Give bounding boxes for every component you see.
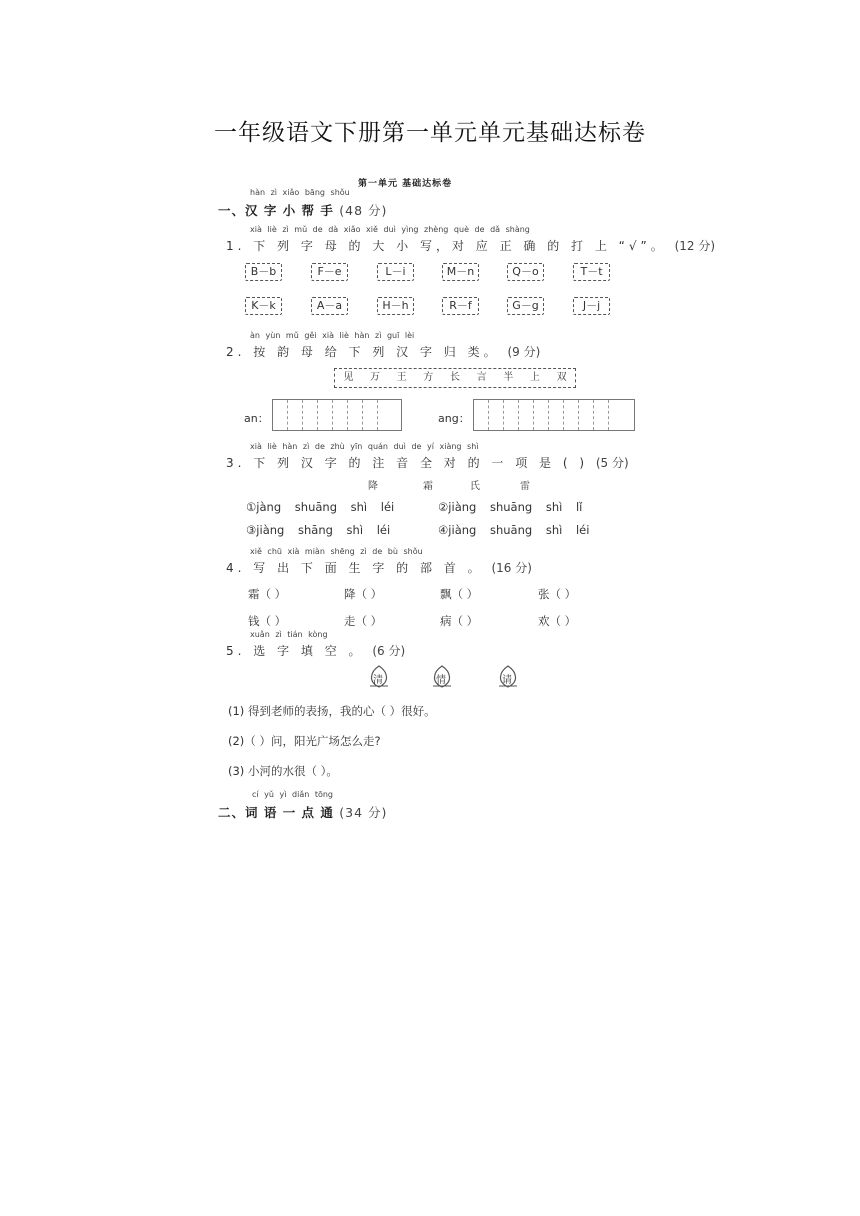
radical-item[interactable]: 张（ ） bbox=[538, 587, 577, 601]
letter-pair-box[interactable]: G－g bbox=[507, 297, 544, 315]
section2-label: 二、词 语 一 点 通 bbox=[218, 805, 334, 820]
choice-leaf[interactable] bbox=[495, 664, 521, 690]
q3-char: 雷 bbox=[520, 481, 531, 492]
choice-leaf[interactable] bbox=[429, 664, 455, 690]
letter-pair-box[interactable]: A－a bbox=[311, 297, 348, 315]
radical-item[interactable]: 霜（ ） bbox=[248, 587, 287, 601]
fill-sentence[interactable]: (1) 得到老师的表扬，我的心（ ）很好。 bbox=[228, 704, 436, 718]
word-bank-char: 上 bbox=[529, 372, 540, 383]
q2-question bbox=[226, 343, 540, 360]
q1-pinyin: xià liè zì mǔ de dà xiǎo xiě duì yìng zhèng què de dǎ shàng bbox=[250, 225, 530, 234]
q5-pinyin: xuǎn zì tián kòng bbox=[250, 630, 328, 639]
letter-pair-box[interactable]: R－f bbox=[442, 297, 479, 315]
q1-text: 1. 下 列 字 母 的 大 小 写，对 应 正 确 的 打 上 “√”。 bbox=[226, 239, 667, 253]
section1-label: 一、汉 字 小 帮 手 bbox=[218, 203, 334, 218]
section1-pinyin: hàn zì xiǎo bāng shǒu bbox=[250, 188, 350, 197]
fill-sentence[interactable]: (3) 小河的水很（ ）。 bbox=[228, 764, 338, 778]
word-bank-char: 半 bbox=[503, 372, 514, 383]
section2-heading bbox=[218, 803, 387, 821]
word-bank-char: 长 bbox=[449, 372, 460, 383]
an-writing-grid[interactable] bbox=[272, 399, 402, 431]
letter-pair-box[interactable]: H－h bbox=[377, 297, 414, 315]
letter-pair-box[interactable]: F－e bbox=[311, 263, 348, 281]
word-bank-char: 见 bbox=[343, 372, 354, 383]
word-bank-char: 言 bbox=[476, 372, 487, 383]
letter-pair-box[interactable]: M－n bbox=[442, 263, 479, 281]
q2-pinyin: àn yùn mǔ gěi xià liè hàn zì guī lèi bbox=[250, 331, 415, 340]
radical-item[interactable]: 欢（ ） bbox=[538, 614, 577, 628]
letter-pair-box[interactable]: T－t bbox=[573, 263, 610, 281]
word-bank-char: 万 bbox=[369, 372, 380, 383]
q1-score: (12 分) bbox=[674, 239, 716, 253]
ang-writing-grid[interactable] bbox=[473, 399, 635, 431]
letter-pair-box[interactable]: L－i bbox=[377, 263, 414, 281]
q3-char: 氏 bbox=[470, 481, 481, 492]
q3-option[interactable]: ④jiàng shuāng shì léi bbox=[438, 523, 590, 537]
q3-char: 霜 bbox=[423, 481, 434, 492]
section1-heading bbox=[218, 201, 387, 219]
choice-char: 清 bbox=[373, 675, 383, 686]
q3-char: 降 bbox=[368, 481, 379, 492]
q3-score: (5 分) bbox=[595, 456, 629, 470]
radical-item[interactable]: 走（ ） bbox=[344, 614, 383, 628]
q3-option[interactable]: ①jàng shuāng shì léi bbox=[246, 500, 395, 514]
letter-pair-box[interactable]: B－b bbox=[245, 263, 282, 281]
q4-pinyin: xiě chū xià miàn shēng zì de bù shǒu bbox=[250, 547, 423, 556]
section1-score: (48 分) bbox=[339, 203, 388, 218]
choice-leaf[interactable] bbox=[366, 664, 392, 690]
letter-pair-box[interactable]: Q－o bbox=[507, 263, 544, 281]
word-bank bbox=[334, 368, 576, 388]
word-bank-char: 王 bbox=[396, 372, 407, 383]
exam-title: 第一单元 基础达标卷 bbox=[358, 179, 453, 189]
q5-question bbox=[226, 642, 405, 659]
q3-option[interactable]: ③jiàng shāng shì léi bbox=[246, 523, 391, 537]
word-bank-char: 双 bbox=[556, 372, 567, 383]
radical-item[interactable]: 病（ ） bbox=[440, 614, 479, 628]
section2-pinyin: cí yǔ yì diǎn tōng bbox=[252, 790, 334, 799]
radical-item[interactable]: 飘（ ） bbox=[440, 587, 479, 601]
q3-question bbox=[226, 454, 629, 471]
ang-group-label: ang： bbox=[438, 412, 470, 425]
q3-pinyin: xià liè hàn zì de zhù yīn quán duì de yí xiàng shì bbox=[250, 442, 479, 451]
word-bank-char: 方 bbox=[423, 372, 434, 383]
q3-option[interactable]: ②jiàng shuāng shì lǐ bbox=[438, 500, 583, 514]
an-group-label: an： bbox=[244, 412, 269, 425]
exam-paper bbox=[216, 170, 716, 830]
q5-text: 5. 选 字 填 空 。 bbox=[226, 644, 365, 658]
q4-text: 4. 写 出 下 面 生 字 的 部 首 。 bbox=[226, 561, 484, 575]
choice-char: 请 bbox=[502, 675, 512, 686]
choice-char: 情 bbox=[436, 675, 446, 686]
section2-score: (34 分) bbox=[339, 805, 388, 820]
q2-text: 2. 按 韵 母 给 下 列 汉 字 归 类。 bbox=[226, 345, 500, 359]
q4-score: (16 分) bbox=[491, 561, 532, 575]
letter-pair-box[interactable]: J－j bbox=[573, 297, 610, 315]
document-title: 一年级语文下册第一单元单元基础达标卷 bbox=[214, 120, 646, 146]
q3-text: 3. 下 列 汉 字 的 注 音 全 对 的 一 项 是 ( ) bbox=[226, 456, 589, 470]
radical-item[interactable]: 钱（ ） bbox=[248, 614, 287, 628]
radical-item[interactable]: 降（ ） bbox=[344, 587, 383, 601]
fill-sentence[interactable]: (2)（ ）问，阳光广场怎么走? bbox=[228, 734, 381, 748]
q5-score: (6 分) bbox=[372, 644, 406, 658]
q4-question bbox=[226, 559, 532, 576]
letter-pair-box[interactable]: K－k bbox=[245, 297, 282, 315]
q2-score: (9 分) bbox=[507, 345, 541, 359]
q1-question bbox=[226, 237, 715, 254]
